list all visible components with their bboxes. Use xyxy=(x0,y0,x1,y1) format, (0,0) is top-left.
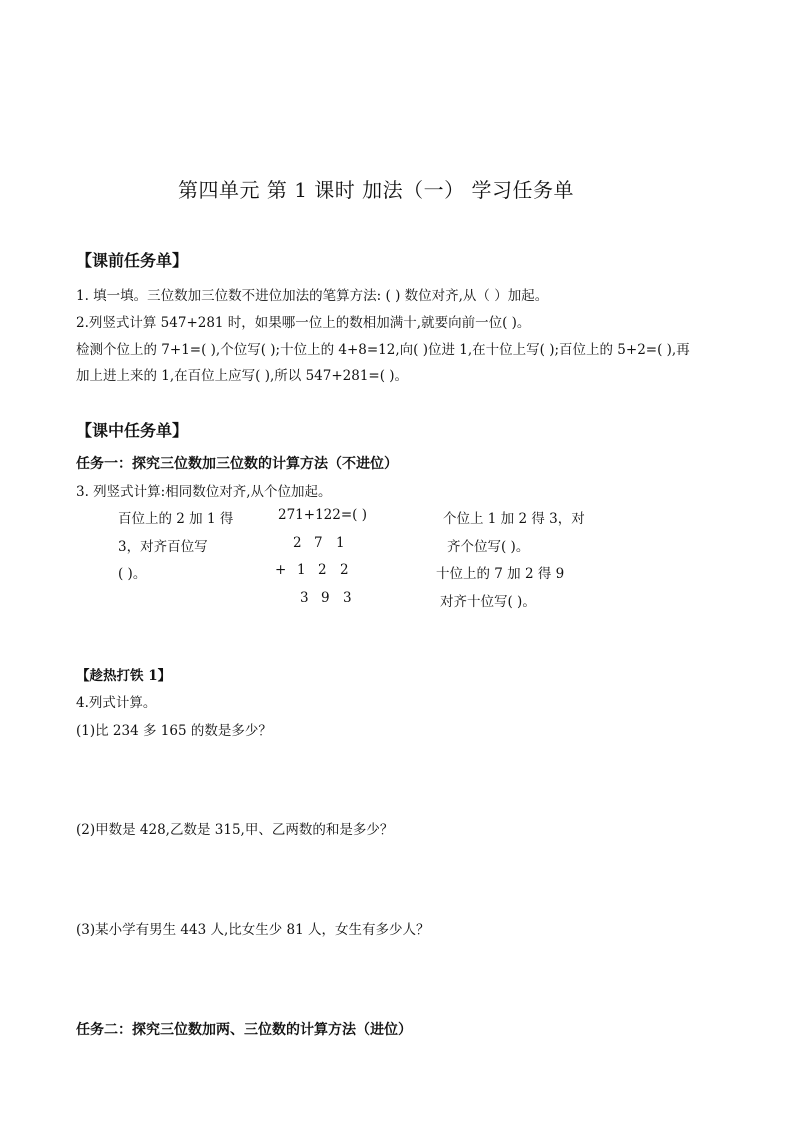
vertical-digit: 3 xyxy=(300,590,309,606)
practice-question-1: (1)比 234 多 165 的数是多少？ xyxy=(76,723,272,739)
question-2-line-3: 加上进上来的 1,在百位上应写( ),所以 547+281=( )。 xyxy=(76,368,409,384)
practice-heading: 【趁热打铁 1】 xyxy=(76,668,172,684)
vertical-digit: 2 xyxy=(340,562,349,578)
task-1-title: 任务一：探究三位数加三位数的计算方法（不进位） xyxy=(76,456,398,472)
right-note-line-3: 十位上的 7 加 2 得 9 xyxy=(436,566,565,582)
question-3: 3. 列竖式计算:相同数位对齐,从个位加起。 xyxy=(76,484,332,500)
question-2-line-2: 检测个位上的 7+1=( ),个位写( );十位上的 4+8=12,向( )位进 1,在十位上写( );百位上的 5+2=( ),再 xyxy=(76,342,690,358)
left-note-line-3: ( )。 xyxy=(118,566,147,582)
left-note-line-1: 百位上的 2 加 1 得 xyxy=(118,511,234,527)
page-title: 第四单元 第 1 课时 加法（一） 学习任务单 xyxy=(178,178,575,202)
vertical-digit: 9 xyxy=(321,590,330,606)
vertical-digit: 7 xyxy=(314,535,323,551)
left-note-line-2: 3，对齐百位写 xyxy=(118,539,208,555)
in-class-heading: 【课中任务单】 xyxy=(76,421,189,440)
right-note-line-4: 对齐十位写( )。 xyxy=(440,594,536,610)
vertical-digit: 2 xyxy=(318,562,327,578)
plus-sign: + xyxy=(275,562,287,578)
practice-question-3: (3)某小学有男生 443 人,比女生少 81 人，女生有多少人？ xyxy=(76,922,430,938)
question-2: 2.列竖式计算 547+281 时，如果哪一位上的数相加满十,就要向前一位( )。 xyxy=(76,315,531,331)
vertical-digit: 1 xyxy=(336,535,345,551)
right-note-line-2: 齐个位写( )。 xyxy=(447,539,530,555)
practice-intro: 4.列式计算。 xyxy=(76,695,157,711)
vertical-digit: 1 xyxy=(297,562,306,578)
task-2-title: 任务二：探究三位数加两、三位数的计算方法（进位） xyxy=(76,1022,412,1038)
practice-question-2: (2)甲数是 428,乙数是 315,甲、乙两数的和是多少？ xyxy=(76,822,394,838)
pre-class-heading: 【课前任务单】 xyxy=(76,251,189,270)
vertical-digit: 2 xyxy=(293,535,302,551)
right-note-line-1: 个位上 1 加 2 得 3，对 xyxy=(443,511,585,527)
question-1: 1. 填一填。三位数加三位数不进位加法的笔算方法: ( ) 数位对齐,从（ ）加起。 xyxy=(76,288,549,304)
equation: 271+122=( ) xyxy=(278,507,367,523)
vertical-digit: 3 xyxy=(343,590,352,606)
